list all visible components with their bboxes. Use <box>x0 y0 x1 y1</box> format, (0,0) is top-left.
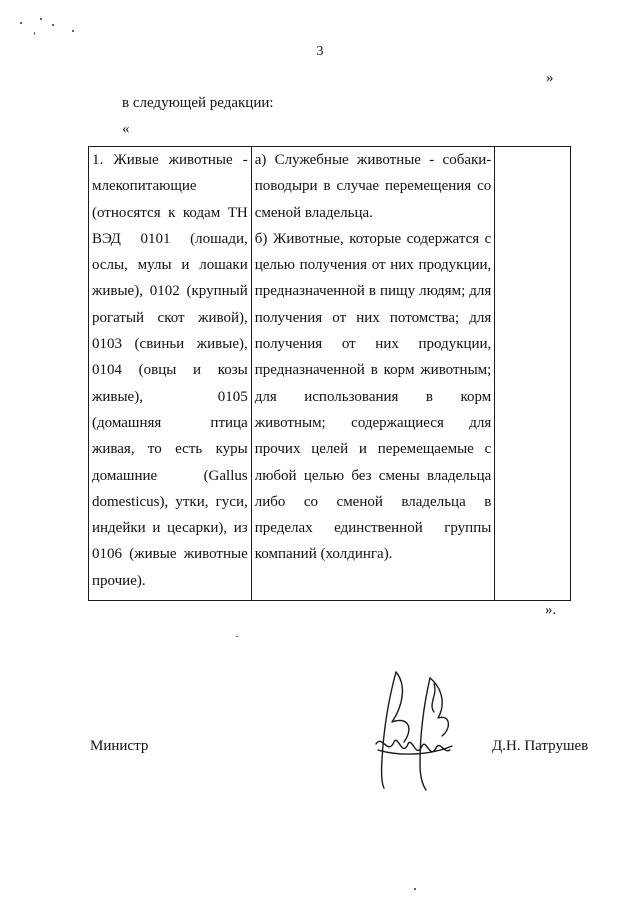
table-cell-conditions <box>251 147 495 601</box>
condition-b: б) Животные, которые содержатся с целью получения от них продукции, предназначенной в пищу людям; для получения от них потомства; для получения от них продукции, предназначенной в корм животным; для использования в корм животным; содержащиеся для прочих целей и перемещаемые с любой целью без смены владельца либо со сменой владельца в пределах единственной группы компаний (холдинга). <box>254 230 492 563</box>
minister-title: Министр <box>90 738 149 754</box>
scan-speck <box>72 30 74 32</box>
scan-speck <box>52 24 54 26</box>
scan-speck <box>34 32 35 35</box>
opening-quote: « <box>122 121 130 137</box>
goods-table <box>88 146 571 601</box>
table-row <box>89 147 571 601</box>
closing-quote-top: » <box>546 70 554 86</box>
goods-description: 1. Живые животные - млекопитающие (относятся к кодам ТН ВЭД 0101 (лошади, ослы, мулы и лошаки живые), 0102 (крупный рогатый скот живой), 0103 (свиньи живые), 0104 (овцы и козы живые), 0105 (домашняя птица живая, то есть куры домашние (Gallus domesticus), утки, гуси, индейки и цесарки), из 0106 (живые животные прочие). <box>92 152 248 589</box>
scan-speck <box>414 888 416 890</box>
closing-quote: ». <box>545 602 557 618</box>
condition-a: а) Служебные животные - собаки-поводыри в случае перемещения со сменой владельца. <box>254 152 492 221</box>
table-cell-empty <box>495 147 571 601</box>
page-number: 3 <box>316 44 324 59</box>
scan-speck <box>236 636 238 637</box>
scan-speck <box>20 22 22 24</box>
handwritten-signature <box>368 664 458 794</box>
intro-text: в следующей редакции: <box>122 95 274 111</box>
scan-speck <box>40 18 42 20</box>
table-cell-goods <box>89 147 252 601</box>
minister-name: Д.Н. Патрушев <box>492 738 589 754</box>
